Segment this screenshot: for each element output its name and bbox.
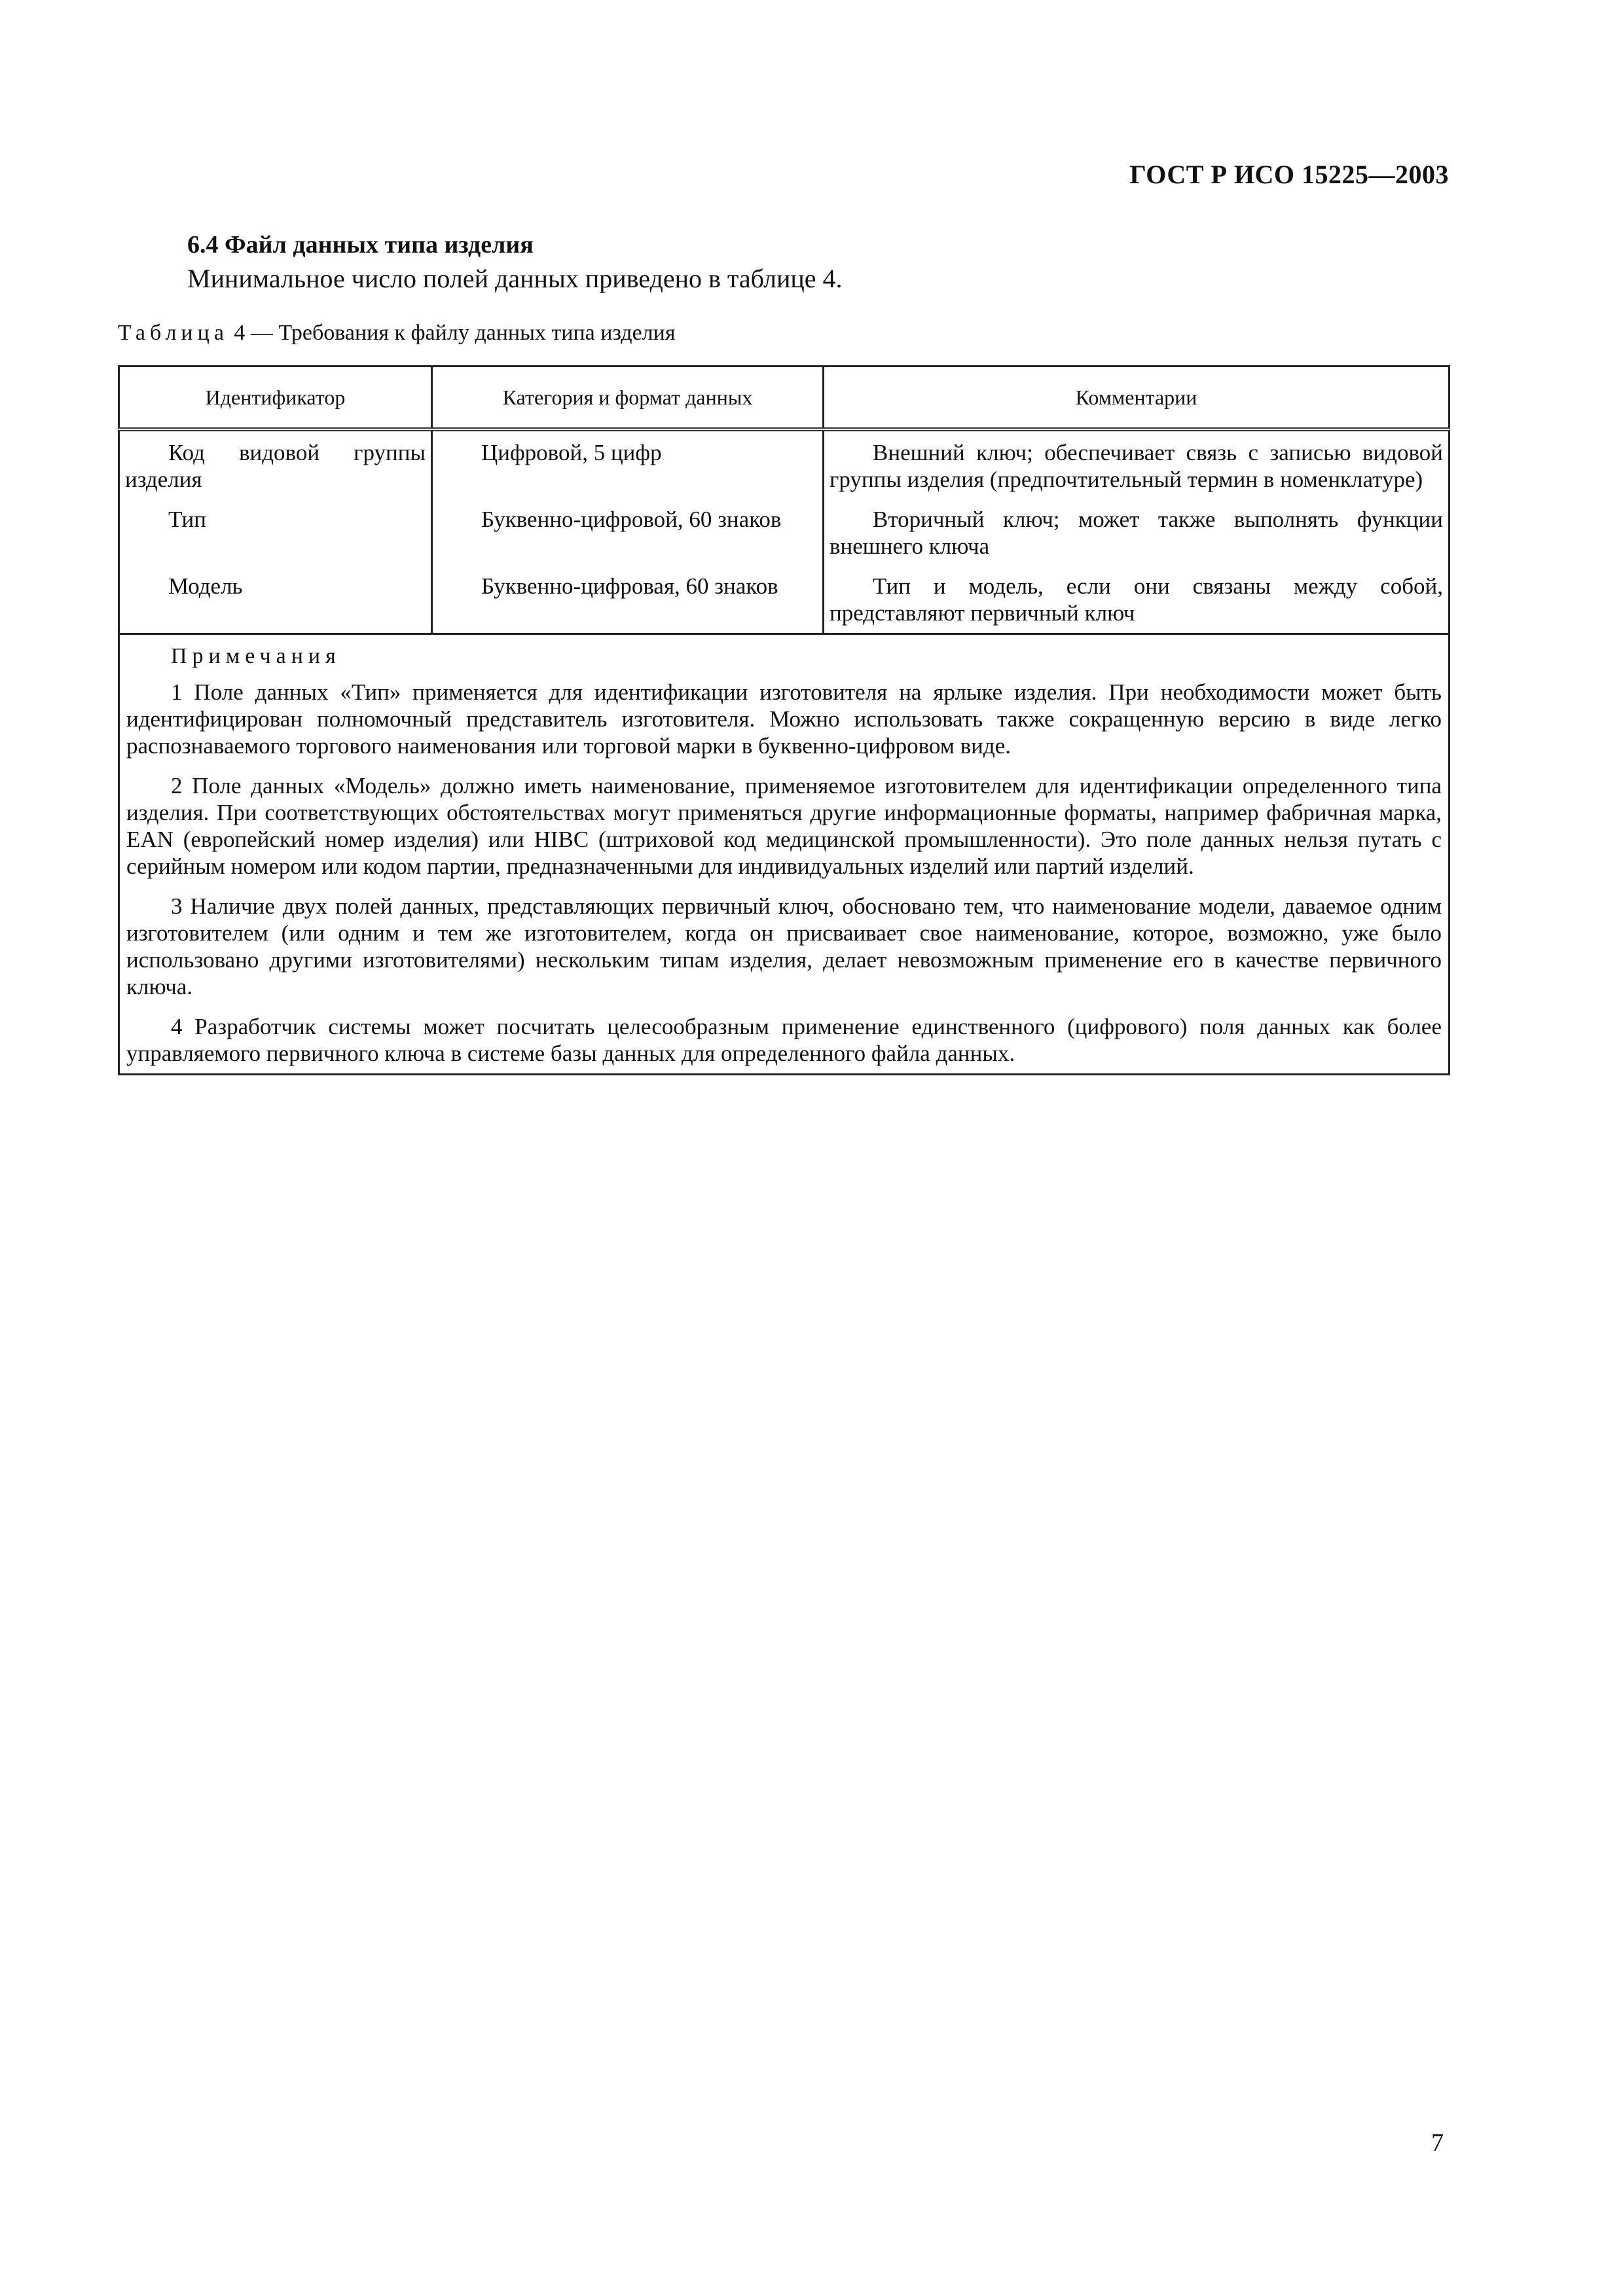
header-identifier: Идентификатор	[119, 367, 432, 430]
table-header-row	[119, 367, 1450, 430]
cell-comment: Тип и модель, если они связаны между собой, представляют первичный ключ	[830, 573, 1443, 626]
notes-title: Примечания	[171, 644, 341, 668]
table-row	[119, 506, 1450, 560]
cell-identifier: Тип	[168, 507, 206, 532]
table-caption-text: 4 — Требования к файлу данных типа изделия	[234, 321, 676, 345]
table-notes-row	[119, 634, 1450, 1075]
cell-comment: Вторичный ключ; может также выполнять функции внешнего ключа	[830, 507, 1443, 559]
header-format: Категория и формат данных	[432, 367, 824, 430]
cell-identifier: Модель	[168, 573, 243, 599]
note-3: 3 Наличие двух полей данных, представляющих первичный ключ, обосновано тем, что наименование модели, даваемое одним изготовителем (или одним и тем же изготовителем, когда он присваивает свое наименование, которое, возможно, уже было использовано другими изготовителями) нескольким типам изделия, делает невозможным применение его в качестве первичного ключа.	[126, 893, 1442, 999]
table-row	[119, 429, 1450, 493]
table-caption	[118, 321, 675, 346]
requirements-table	[118, 365, 1450, 1075]
section-intro: Минимальное число полей данных приведено в таблице 4.	[187, 264, 843, 293]
header-comments: Комментарии	[824, 367, 1450, 430]
note-2: 2 Поле данных «Модель» должно иметь наименование, применяемое изготовителем для идентификации определенного типа изделия. При соответствующих обстоятельствах могут применяться другие информационные форматы, например фабричная марка, EAN (европейский номер изделия) или HIBC (штриховой код медицинской промышленности). Это поле данных нельзя путать с серийным номером или кодом партии, предназначенными для индивидуальных изделий или партий изделий.	[126, 773, 1442, 879]
table-caption-label: Таблица	[118, 321, 228, 345]
table-row	[119, 573, 1450, 634]
page-number: 7	[1431, 2129, 1444, 2157]
cell-comment: Внешний ключ; обеспечивает связь с записью видовой группы изделия (предпочтительный термин в номенклатуре)	[830, 440, 1443, 492]
cell-identifier: Код видовой группы изделия	[125, 440, 426, 492]
cell-format: Буквенно-цифровой, 60 знаков	[481, 507, 782, 532]
section-title: 6.4 Файл данных типа изделия	[187, 231, 534, 259]
cell-format: Цифровой, 5 цифр	[481, 440, 662, 465]
note-4: 4 Разработчик системы может посчитать целесообразным применение единственного (цифрового) поля данных как более управляемого первичного ключа в системе базы данных для определенного файла данных.	[126, 1014, 1442, 1066]
table-notes	[119, 634, 1450, 1075]
cell-format: Буквенно-цифровая, 60 знаков	[481, 573, 778, 599]
note-1: 1 Поле данных «Тип» применяется для идентификации изготовителя на ярлыке изделия. При необходимости может быть идентифицирован полномочный представитель изготовителя. Можно использовать также сокращенную версию в виде легко распознаваемого торгового наименования или торговой марки в буквенно-цифровом виде.	[126, 679, 1442, 759]
document-header: ГОСТ Р ИСО 15225—2003	[1129, 160, 1449, 189]
